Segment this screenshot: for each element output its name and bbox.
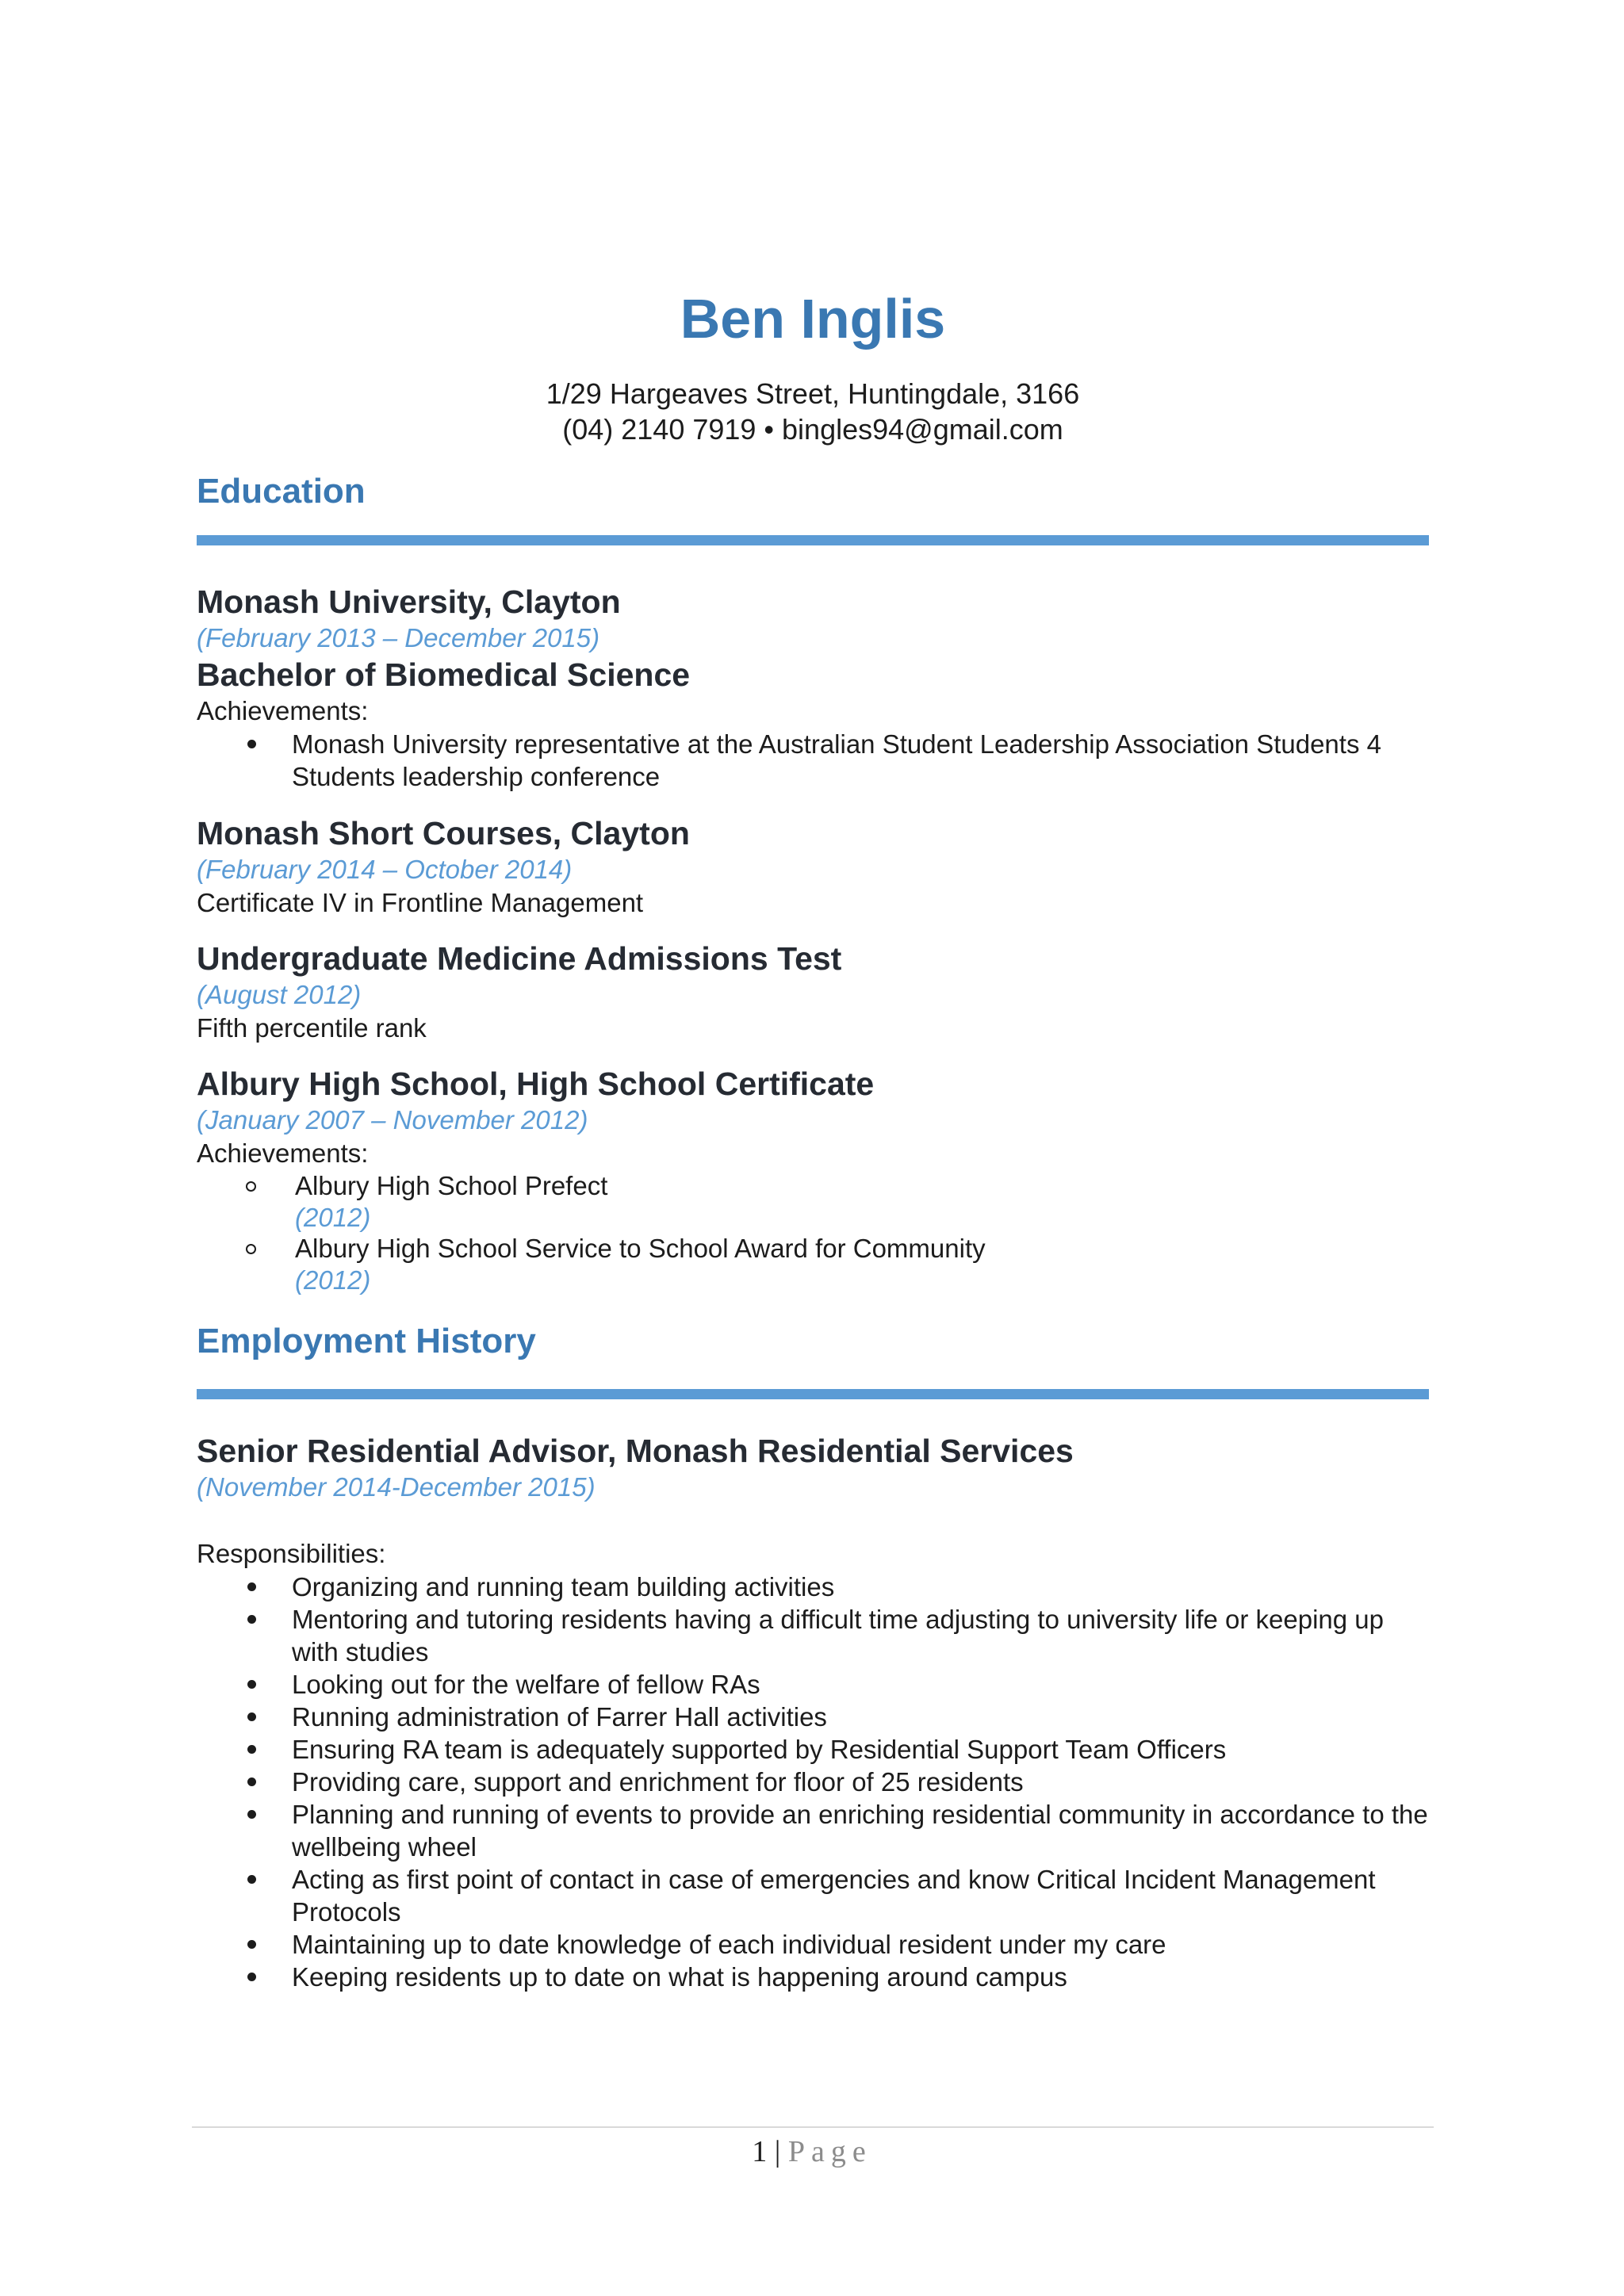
address-line: 1/29 Hargeaves Street, Huntingdale, 3166: [546, 377, 1080, 410]
bullet-icon: [247, 1712, 256, 1721]
entry-dates: (January 2007 – November 2012): [197, 1105, 588, 1135]
entry-institution: Undergraduate Medicine Admissions Test: [197, 940, 842, 977]
list-item: Acting as first point of contact in case of emergencies and know Critical Incident Management Protocols: [197, 1863, 1429, 1928]
education-entry-monash-university: [197, 582, 1429, 793]
list-item: Looking out for the welfare of fellow RAs: [197, 1668, 1429, 1701]
page-label: Page: [787, 2135, 872, 2168]
education-entry-umat: [197, 939, 1429, 1045]
entry-role: Senior Residential Advisor, Monash Residential Services: [197, 1433, 1074, 1469]
entry-institution: Albury High School, High School Certificate: [197, 1066, 875, 1102]
candidate-name: Ben Inglis: [680, 288, 946, 350]
list-item: Monash University representative at the Australian Student Leadership Association Students 4 Students leadership conference: [197, 728, 1429, 793]
page-separator: |: [774, 2135, 781, 2168]
bullet-icon: [247, 1745, 256, 1754]
bullet-icon: [247, 1582, 256, 1591]
list-item: Organizing and running team building activities: [197, 1571, 1429, 1603]
entry-institution: Monash Short Courses, Clayton: [197, 815, 690, 851]
entry-dates: (February 2013 – December 2015): [197, 623, 600, 652]
entry-dates: (November 2014-December 2015): [197, 1472, 596, 1502]
achievements-list: [197, 1170, 1429, 1295]
page-footer: [0, 2134, 1624, 2169]
entry-degree: Bachelor of Biomedical Science: [197, 656, 691, 693]
bullet-icon: [247, 1973, 256, 1981]
bullet-icon: [247, 1810, 256, 1819]
bullet-icon: [247, 1615, 256, 1624]
responsibilities-label: Responsibilities:: [197, 1539, 386, 1568]
bullet-icon: [247, 1680, 256, 1689]
list-item: Mentoring and tutoring residents having a difficult time adjusting to university life or keeping up with studies: [197, 1603, 1429, 1668]
achievements-list: [197, 728, 1429, 793]
entry-dates: (February 2014 – October 2014): [197, 855, 573, 884]
employment-divider: [197, 1389, 1429, 1399]
page-number: 1: [752, 2135, 768, 2168]
resume-page: [197, 285, 1429, 1993]
achievements-label: Achievements:: [197, 696, 369, 725]
education-heading: Education: [197, 472, 366, 511]
list-item: Ensuring RA team is adequately supported by Residential Support Team Officers: [197, 1733, 1429, 1766]
footer-divider: [192, 2126, 1434, 2128]
circle-bullet-icon: [246, 1181, 256, 1192]
employment-heading: Employment History: [197, 1322, 536, 1360]
bullet-icon: [247, 1875, 256, 1884]
contact-line: (04) 2140 7919 • bingles94@gmail.com: [562, 413, 1063, 446]
entry-detail: Certificate IV in Frontline Management: [197, 888, 644, 917]
bullet-icon: [247, 1940, 256, 1949]
entry-dates: (August 2012): [197, 980, 362, 1009]
list-item: Albury High School Service to School Award for Community (2012): [197, 1233, 1429, 1295]
list-item: Providing care, support and enrichment for floor of 25 residents: [197, 1766, 1429, 1798]
education-entry-monash-short-courses: [197, 813, 1429, 920]
entry-institution: Monash University, Clayton: [197, 584, 621, 620]
list-item: Keeping residents up to date on what is happening around campus: [197, 1961, 1429, 1993]
list-item: Maintaining up to date knowledge of each individual resident under my care: [197, 1928, 1429, 1961]
responsibilities-list: [197, 1571, 1429, 1993]
bullet-icon: [247, 740, 256, 748]
list-item: Albury High School Prefect (2012): [197, 1170, 1429, 1233]
employment-entry-senior-residential-advisor: [197, 1431, 1429, 1993]
bullet-icon: [247, 1777, 256, 1786]
circle-bullet-icon: [246, 1244, 256, 1254]
achievements-label: Achievements:: [197, 1138, 369, 1168]
entry-detail: Fifth percentile rank: [197, 1013, 427, 1043]
education-divider: [197, 535, 1429, 545]
list-item: Planning and running of events to provide an enriching residential community in accordance to the wellbeing wheel: [197, 1798, 1429, 1863]
list-item: Running administration of Farrer Hall activities: [197, 1701, 1429, 1733]
education-entry-albury-high-school: [197, 1064, 1429, 1295]
